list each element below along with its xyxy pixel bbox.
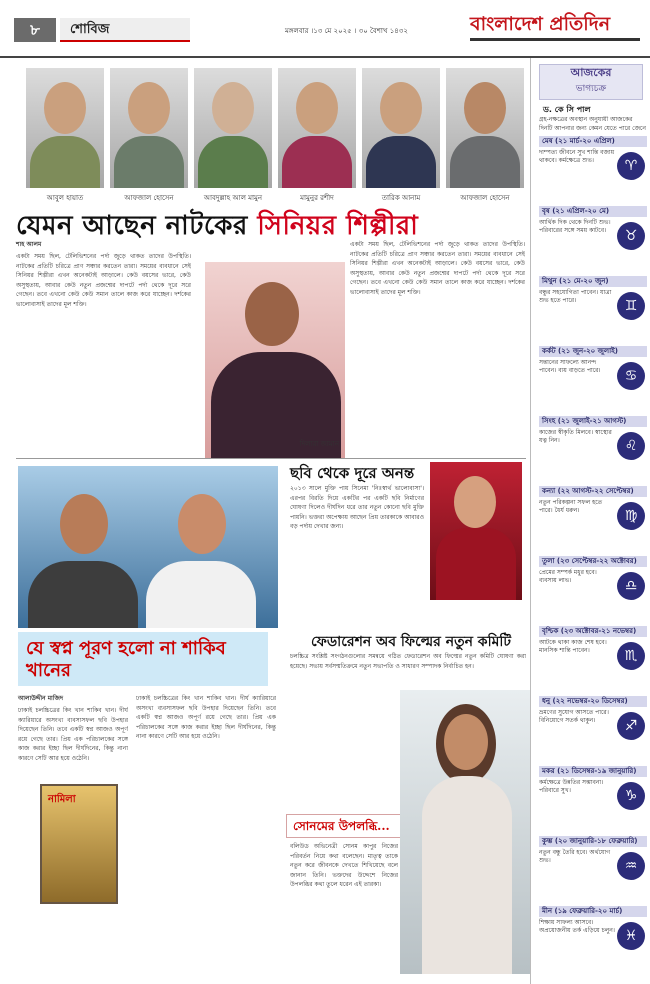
story3-headline-banner: [18, 632, 268, 686]
zodiac-symbol-icon: ♌: [617, 432, 645, 460]
zodiac-symbol-icon: ♐: [617, 712, 645, 740]
photo-caption: আফজাল হোসেন: [460, 194, 510, 202]
story3-body-col2: [136, 694, 276, 974]
horoscope-sidebar: [530, 58, 650, 984]
zodiac-entry: [539, 696, 647, 762]
photo-caption: তারিক আনাম: [381, 194, 421, 202]
zodiac-symbol-icon: ♉: [617, 222, 645, 250]
zodiac-prediction: বন্ধুর সহযোগিতা পাবেন। যাত্রা শুভ হতে পারে।: [539, 288, 612, 304]
horoscope-title: আজকের: [570, 66, 612, 79]
zodiac-sign-name: কুম্ভ (২০ জানুয়ারি-১৮ ফেব্রুয়ারি): [539, 836, 647, 847]
zodiac-prediction: আটকে থাকা কাজ শেষ হবে। মানসিক শান্তি পাবেন।: [539, 638, 607, 654]
zodiac-symbol-icon: ♎: [617, 572, 645, 600]
actor-photo: [278, 68, 356, 188]
horoscope-title-box: [539, 64, 643, 100]
story4-body-text: চলচ্চিত্র সংশ্লিষ্ট সংগঠনগুলোর সমন্বয়ে গঠিত ফেডারেশন অব ফিল্মের নতুন কমিটি ঘোষণা করা হয়েছে। সভায় সর্বসম্মতিক্রমে নতুন সভাপতি ও সাধারণ সম্পাদক নির্বাচিত হন।: [290, 653, 526, 670]
film-still-photo: [18, 466, 278, 628]
zodiac-symbol-icon: ♏: [617, 642, 645, 670]
zodiac-symbol-icon: ♊: [617, 292, 645, 320]
zodiac-symbol-icon: ♈: [617, 152, 645, 180]
zodiac-sign-name: মেষ (২১ মার্চ-২০ এপ্রিল): [539, 136, 647, 147]
zodiac-entry: [539, 416, 647, 482]
zodiac-sign-name: বৃশ্চিক (২৩ অক্টোবর-২১ নভেম্বর): [539, 626, 647, 637]
story5-body-text: বলিউড অভিনেত্রী সোনম কাপুর নিজের পরিবর্তন নিয়ে কথা বলেছেন। মাতৃত্ব তাকে নতুন করে জীবনকে দেখতে শিখিয়েছে বলে জানান তিনি। ভক্তদের উদ্দেশে নিজের উপলব্ধির কথা তুলে ধরেন এই তারকা।: [290, 843, 398, 888]
actor-photo: [26, 68, 104, 188]
section-label: শোবিজ: [60, 18, 190, 42]
story2-body-text: ২০১৩ সালে মুক্তি পায় সিনেমা 'নিঃস্বার্থ ভালোবাসা'। এরপর বিরতি দিয়ে একটির পর একটি ছবি নির্মাণের ঘোষণা দিলেও দীর্ঘদিন ধরে তার নতুন কোনো ছবি মুক্তি পায়নি। ভক্তরা অপেক্ষায় আছেন প্রিয় তারকাকে আবারও বড় পর্দায় দেখার জন্য।: [290, 485, 424, 530]
masthead-underline: [470, 38, 640, 41]
zodiac-prediction: শিক্ষায় সাফল্য আসবে। অপ্রয়োজনীয় তর্ক এড়িয়ে চলুন।: [539, 918, 615, 934]
story1-body-col1: [16, 252, 191, 452]
photo-caption: আবুল হায়াত: [46, 194, 84, 202]
zodiac-symbol-icon: ♍: [617, 502, 645, 530]
zodiac-sign-name: তুলা (২৩ সেপ্টেম্বর-২২ অক্টোবর): [539, 556, 647, 567]
zodiac-prediction: নতুন পরিকল্পনা সফল হতে পারে। ধৈর্য ধরুন।: [539, 498, 603, 514]
story1-headline: [16, 205, 526, 241]
zodiac-sign-name: কর্কট (২১ জুন-২০ জুলাই): [539, 346, 647, 357]
zodiac-entry: [539, 346, 647, 412]
zodiac-prediction: দাম্পত্য জীবনে সুখ শান্তি বজায় থাকবে। কর্মক্ষেত্রে শুভ।: [539, 148, 615, 164]
zodiac-sign-name: কন্যা (২২ আগস্ট-২২ সেপ্টেম্বর): [539, 486, 647, 497]
photo-caption: আফজাল হোসেন: [124, 194, 174, 202]
zodiac-entry: [539, 206, 647, 272]
actress-bridal-photo: [400, 690, 530, 974]
zodiac-entry: [539, 486, 647, 552]
story3-title: যে স্বপ্ন পূরণ হলো না শাকিব খানের: [26, 638, 226, 681]
story5-title: সোনমের উপলব্ধি...: [293, 819, 390, 833]
story1-body-cont: একটা সময় ছিল, টেলিভিশনের পর্দা জুড়ে থাকত তাদের উপস্থিতি। নাটকের প্রতিটি চরিত্রে প্রাণ সঞ্চার করতেন তারা। সময়ের ব্যবধানে সেই সিনিয়র শিল্পীরা এখন অনেকটাই আড়ালে। কেউ বয়সের ভারে, কেউ অসুস্থতায়, আবার কেউ নতুন প্রজন্মের দাপটে পর্দা থেকে দূরে সরে গেছেন। তবে এখনো কেউ কেউ সমান তালে কাজ করে যাচ্ছেন। দর্শকের ভালোবাসাই তাদের মূল শক্তি।: [350, 241, 525, 296]
zodiac-sign-name: বৃষ (২১ এপ্রিল-২০ মে): [539, 206, 647, 217]
story4-title: ফেডারেশন অব ফিল্মের নতুন কমিটি: [310, 634, 512, 650]
film-poster: [40, 784, 118, 904]
story3-body-cont: ঢাকাই চলচ্চিত্রের কিং খান শাকিব খান। দীর্ঘ ক্যারিয়ারে অসংখ্য ব্যবসাসফল ছবি উপহার দিয়েছেন তিনি। তবে একটি স্বপ্ন আজও অপূর্ণ রয়ে গেছে তার। প্রিয় এক পরিচালকের সঙ্গে কাজ করার ইচ্ছা ছিল দীর্ঘদিনের, কিন্তু নানা কারণে সেটি আর হয়ে ওঠেনি।: [136, 695, 276, 740]
zodiac-sign-name: মকর (২১ ডিসেম্বর-১৯ জানুয়ারি): [539, 766, 647, 777]
story5-body: [290, 842, 398, 976]
zodiac-prediction: কর্মক্ষেত্রে উন্নতির সম্ভাবনা। পরিবারে সুখ।: [539, 778, 604, 794]
masthead-logo: বাংলাদেশ প্রতিদিন: [470, 13, 611, 35]
story3-byline: আলাউদ্দীন মাজিদ: [18, 695, 64, 702]
zodiac-sign-name: মীন (১৯ ফেব্রুয়ারি-২০ মার্চ): [539, 906, 647, 917]
horoscope-intro: গ্রহ-নক্ষত্রের অবস্থান অনুযায়ী আজকের দিনটি আপনার জন্য কেমন যেতে পারে জেনে: [539, 116, 646, 132]
senior-actors-photo-strip: [26, 68, 524, 206]
actor-photo: [446, 68, 524, 188]
page-header: [0, 0, 650, 58]
zodiac-prediction: সন্তানের সাফল্যে আনন্দ পাবেন। ব্যয় বাড়তে পারে।: [539, 358, 601, 374]
actor-red-suit-photo: [430, 462, 522, 600]
actor-photo: [362, 68, 440, 188]
zodiac-entry: [539, 136, 647, 202]
headline-part-red: সিনিয়র শিল্পীরা: [257, 211, 419, 241]
zodiac-symbol-icon: ♋: [617, 362, 645, 390]
zodiac-sign-name: ধনু (২২ নভেম্বর-২০ ডিসেম্বর): [539, 696, 647, 707]
zodiac-prediction: ভ্রমণের সুযোগ আসতে পারে। বিনিয়োগে সতর্ক থাকুন।: [539, 708, 609, 724]
zodiac-sign-name: মিথুন (২১ মে-২০ জুন): [539, 276, 647, 287]
actor-photo: [194, 68, 272, 188]
actor-photo: [110, 68, 188, 188]
horoscope-author: ড. কে সি পাল: [543, 105, 591, 114]
headline-part-black: যেমন আছেন নাটকের: [16, 211, 258, 241]
dateline: মঙ্গলবার ।১৩ মে ২০২৫ । ৩০ বৈশাখ ১৪৩২: [285, 27, 408, 35]
actress-photo: [205, 262, 345, 458]
story2-title: ছবি থেকে দূরে অনন্ত: [290, 464, 415, 482]
horoscope-subtitle: ভাগ্যচক্র: [575, 84, 607, 94]
zodiac-entry: [539, 766, 647, 832]
zodiac-sign-name: সিংহ (২১ জুলাই-২১ আগস্ট): [539, 416, 647, 427]
zodiac-prediction: আর্থিক দিক থেকে দিনটি শুভ। পরিবারের সঙ্গে সময় কাটবে।: [539, 218, 611, 234]
photo-caption: আবদুল্লাহ আল মামুন: [203, 194, 263, 202]
zodiac-entry: [539, 626, 647, 692]
story2-body: [290, 484, 424, 624]
photo-caption: মামুনুর রশীদ: [300, 194, 334, 202]
zodiac-prediction: কাজের স্বীকৃতি মিলবে। স্বাস্থ্যের যত্ন নিন।: [539, 428, 612, 444]
zodiac-entry: [539, 556, 647, 622]
story3-body-col1: [18, 706, 128, 780]
zodiac-symbol-icon: ♒: [617, 852, 645, 880]
zodiac-prediction: প্রেমের সম্পর্ক মধুর হবে। ব্যবসায় লাভ।: [539, 568, 597, 584]
zodiac-symbol-icon: ♑: [617, 782, 645, 810]
zodiac-entry: [539, 836, 647, 902]
story1-body-col2: [350, 240, 525, 454]
zodiac-entry: [539, 906, 647, 972]
page-number: ৮: [14, 18, 56, 42]
story1-body: একটা সময় ছিল, টেলিভিশনের পর্দা জুড়ে থাকত তাদের উপস্থিতি। নাটকের প্রতিটি চরিত্রে প্রাণ সঞ্চার করতেন তারা। সময়ের ব্যবধানে সেই সিনিয়র শিল্পীরা এখন অনেকটাই আড়ালে। কেউ বয়সের ভারে, কেউ অসুস্থতায়, আবার কেউ নতুন প্রজন্মের দাপটে পর্দা থেকে দূরে সরে গেছেন। তবে এখনো কেউ কেউ সমান তালে কাজ করে যাচ্ছেন। দর্শকের ভালোবাসাই তাদের মূল শক্তি।: [16, 253, 191, 308]
zodiac-prediction: নতুন বন্ধু তৈরি হবে। অর্থযোগ শুভ।: [539, 848, 610, 864]
story1-byline: শাহ আলম: [16, 241, 42, 248]
poster-title: নামিলা: [48, 794, 76, 805]
photo-caption: দিলারা জামান: [299, 440, 339, 448]
zodiac-symbol-icon: ♓: [617, 922, 645, 950]
story3-body: ঢাকাই চলচ্চিত্রের কিং খান শাকিব খান। দীর্ঘ ক্যারিয়ারে অসংখ্য ব্যবসাসফল ছবি উপহার দিয়েছেন তিনি। তবে একটি স্বপ্ন আজও অপূর্ণ রয়ে গেছে তার। প্রিয় এক পরিচালকের সঙ্গে কাজ করার ইচ্ছা ছিল দীর্ঘদিনের, কিন্তু নানা কারণে সেটি আর হয়ে ওঠেনি।: [18, 707, 128, 762]
divider: [16, 458, 526, 459]
zodiac-entry: [539, 276, 647, 342]
